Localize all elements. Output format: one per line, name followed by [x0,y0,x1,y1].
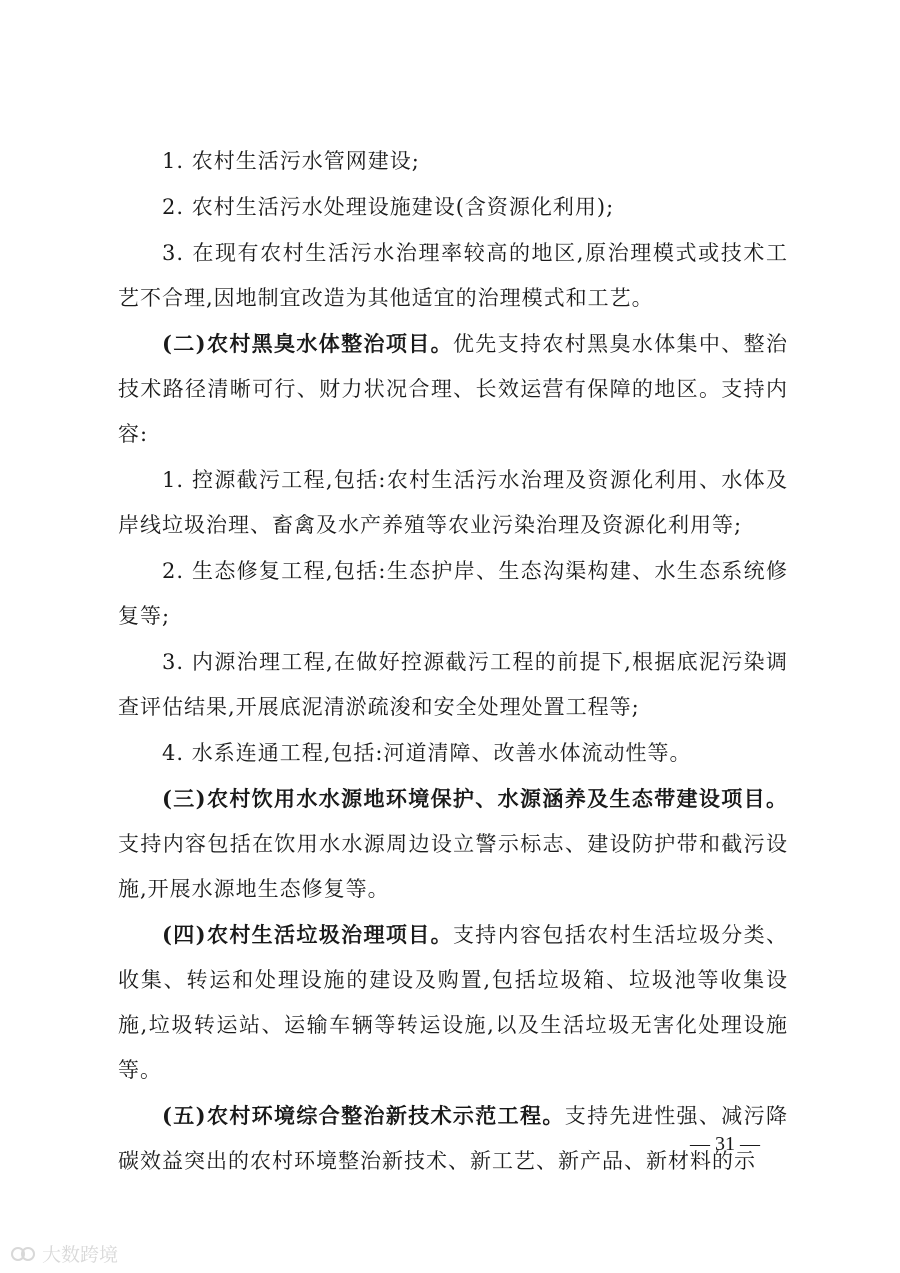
body-text [118,138,788,1184]
paragraph [118,548,788,639]
paragraph-text: 优先支持农村黑臭水体集中、整治技术路径清晰可行、财力状况合理、长效运营有保障的地区。支持内容: [118,332,788,446]
page-number: — 31 — [690,1133,760,1155]
paragraph [118,184,788,230]
paragraph [118,776,788,912]
section-heading: (五)农村环境综合整治新技术示范工程。 [162,1103,565,1128]
paragraph-text: 2. 生态修复工程,包括:生态护岸、生态沟渠构建、水生态系统修复等; [118,559,788,628]
paragraph-text: 4. 水系连通工程,包括:河道清障、改善水体流动性等。 [162,741,692,765]
paragraph [118,912,788,1093]
paragraph [118,639,788,730]
watermark-text: 大数跨境 [42,1244,119,1266]
section-heading: (四)农村生活垃圾治理项目。 [162,922,453,947]
paragraph-text: 2. 农村生活污水处理设施建设(含资源化利用); [162,195,615,219]
paragraph [118,457,788,548]
watermark [10,1240,118,1267]
paragraph-text: 3. 内源治理工程,在做好控源截污工程的前提下,根据底泥污染调查评估结果,开展底泥清淤疏浚和安全处理处置工程等; [118,650,788,719]
section-heading: (二)农村黑臭水体整治项目。 [162,331,453,356]
paragraph-text: 1. 控源截污工程,包括:农村生活污水治理及资源化利用、水体及岸线垃圾治理、畜禽及水产养殖等农业污染治理及资源化利用等; [118,468,788,537]
paragraph [118,230,788,321]
paragraph-text: 支持内容包括在饮用水水源周边设立警示标志、建设防护带和截污设施,开展水源地生态修复等。 [118,832,788,901]
paragraph-text: 1. 农村生活污水管网建设; [162,149,420,173]
paragraph [118,730,788,776]
paragraph-text: 支持内容包括农村生活垃圾分类、收集、转运和处理设施的建设及购置,包括垃圾箱、垃圾池等收集设施,垃圾转运站、运输车辆等转运设施,以及生活垃圾无害化处理设施等。 [118,923,788,1082]
paragraph [118,321,788,457]
paragraph [118,138,788,184]
paragraph-text: 支持先进性强、减污降碳效益突出的农村环境整治新技术、新工艺、新产品、新材料的示 [118,1104,789,1173]
section-heading: (三)农村饮用水水源地环境保护、水源涵养及生态带建设项目。 [162,786,788,811]
paragraph [118,1093,788,1184]
paragraph-text: 3. 在现有农村生活污水治理率较高的地区,原治理模式或技术工艺不合理,因地制宜改造为其他适宜的治理模式和工艺。 [118,241,788,310]
watermark-logo-icon [10,1245,36,1263]
